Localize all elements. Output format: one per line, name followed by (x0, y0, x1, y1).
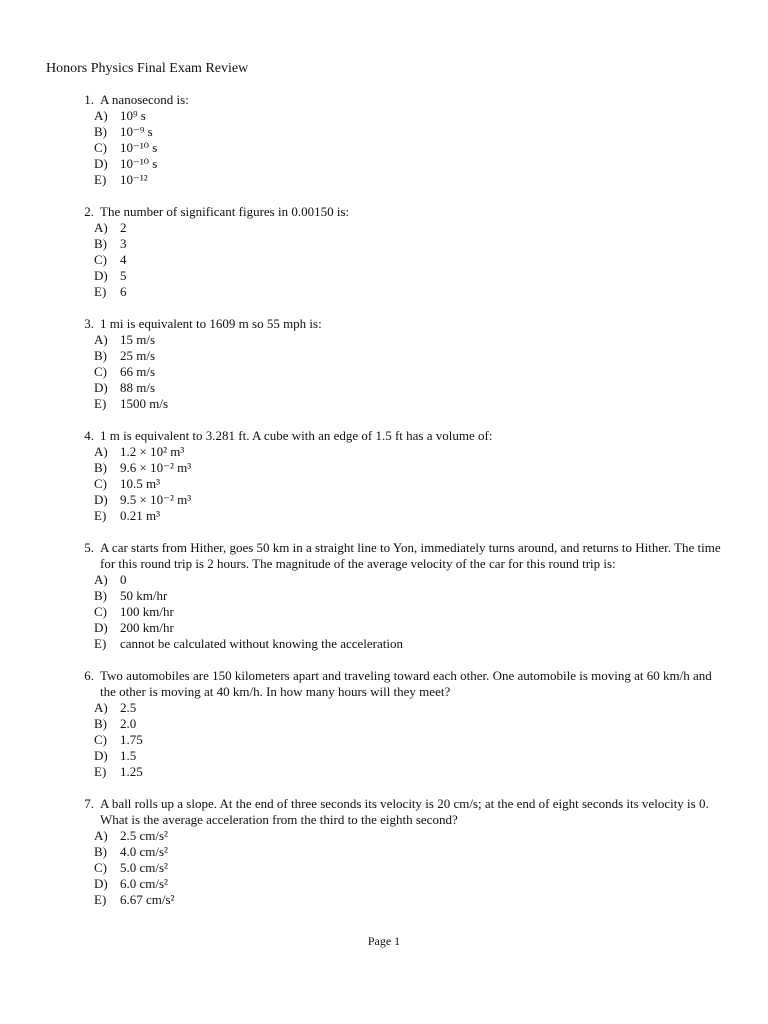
option-letter: B) (94, 348, 107, 363)
option-text: 4 (120, 252, 127, 267)
option-b (94, 124, 726, 140)
option-text: 100 km/hr (120, 604, 174, 619)
option-text: cannot be calculated without knowing the acceleration (120, 636, 403, 651)
option-d (94, 268, 726, 284)
option-letter: A) (94, 700, 108, 715)
option-text: 0 (120, 572, 127, 587)
option-text: 1.75 (120, 732, 143, 747)
option-d (94, 156, 726, 172)
option-letter: E) (94, 508, 107, 523)
question-text: The number of significant figures in 0.00150 is: (100, 204, 350, 219)
option-letter: E) (94, 636, 107, 651)
option-c (94, 604, 726, 620)
option-letter: C) (94, 140, 107, 155)
option-text: 10⁻¹⁰ s (120, 140, 158, 155)
option-letter: B) (94, 236, 107, 251)
option-letter: E) (94, 764, 107, 779)
option-e (94, 892, 726, 908)
option-b (94, 460, 726, 476)
option-d (94, 380, 726, 396)
question-list (46, 92, 726, 924)
question-number: 3. (84, 316, 94, 331)
question-text: A nanosecond is: (100, 92, 189, 107)
question-number: 5. (84, 540, 94, 555)
page-title: Honors Physics Final Exam Review (46, 61, 249, 76)
option-text: 6 (120, 284, 127, 299)
option-text: 15 m/s (120, 332, 156, 347)
option-list (46, 332, 726, 412)
option-text: 2 (120, 220, 127, 235)
question-text: Two automobiles are 150 kilometers apart and traveling toward each other. One automobile is moving at 60 km/h and the other is moving at 40 km/h. In how many hours will they meet? (100, 668, 712, 699)
option-c (94, 140, 726, 156)
option-c (94, 364, 726, 380)
option-text: 1.25 (120, 764, 143, 779)
question-1 (46, 92, 726, 188)
option-e (94, 284, 726, 300)
option-letter: B) (94, 844, 107, 859)
option-text: 50 km/hr (120, 588, 168, 603)
option-list (46, 220, 726, 300)
option-text: 9.5 × 10⁻² m³ (120, 492, 192, 507)
option-letter: D) (94, 492, 108, 507)
option-letter: A) (94, 108, 108, 123)
option-letter: C) (94, 732, 107, 747)
option-b (94, 236, 726, 252)
option-text: 9.6 × 10⁻² m³ (120, 460, 192, 475)
option-text: 25 m/s (120, 348, 156, 363)
option-e (94, 396, 726, 412)
option-text: 1.2 × 10² m³ (120, 444, 185, 459)
option-text: 2.5 (120, 700, 137, 715)
option-e (94, 764, 726, 780)
option-a (94, 572, 726, 588)
option-letter: E) (94, 172, 107, 187)
option-letter: A) (94, 444, 108, 459)
option-e (94, 508, 726, 524)
question-text: 1 mi is equivalent to 1609 m so 55 mph is: (100, 316, 322, 331)
option-letter: D) (94, 620, 108, 635)
option-list (46, 108, 726, 188)
option-text: 10.5 m³ (120, 476, 161, 491)
option-letter: B) (94, 460, 107, 475)
option-c (94, 252, 726, 268)
question-number: 6. (84, 668, 94, 683)
option-list (46, 700, 726, 780)
option-a (94, 332, 726, 348)
option-letter: C) (94, 476, 107, 491)
option-letter: E) (94, 284, 107, 299)
option-letter: B) (94, 716, 107, 731)
option-letter: D) (94, 748, 108, 763)
option-text: 3 (120, 236, 127, 251)
option-e (94, 636, 726, 652)
option-text: 200 km/hr (120, 620, 174, 635)
option-e (94, 172, 726, 188)
option-a (94, 220, 726, 236)
option-letter: E) (94, 892, 107, 907)
option-list (46, 572, 726, 652)
option-letter: D) (94, 268, 108, 283)
option-b (94, 348, 726, 364)
option-d (94, 876, 726, 892)
question-6 (46, 668, 726, 780)
question-4 (46, 428, 726, 524)
question-5 (46, 540, 726, 652)
question-number: 4. (84, 428, 94, 443)
option-letter: A) (94, 828, 108, 843)
question-number: 1. (84, 92, 94, 107)
option-list (46, 828, 726, 908)
option-letter: B) (94, 124, 107, 139)
option-letter: A) (94, 572, 108, 587)
option-text: 1.5 (120, 748, 137, 763)
page-number: Page 1 (367, 934, 401, 948)
option-text: 10⁻¹⁰ s (120, 156, 158, 171)
option-letter: D) (94, 156, 108, 171)
option-text: 2.0 (120, 716, 137, 731)
option-a (94, 828, 726, 844)
option-letter: D) (94, 876, 108, 891)
option-b (94, 588, 726, 604)
option-c (94, 860, 726, 876)
option-letter: C) (94, 364, 107, 379)
option-c (94, 476, 726, 492)
option-text: 66 m/s (120, 364, 156, 379)
option-text: 10⁻⁹ s (120, 124, 153, 139)
option-d (94, 620, 726, 636)
option-b (94, 844, 726, 860)
option-letter: A) (94, 220, 108, 235)
option-a (94, 444, 726, 460)
option-a (94, 108, 726, 124)
option-text: 88 m/s (120, 380, 156, 395)
option-text: 5.0 cm/s² (120, 860, 168, 875)
option-text: 6.67 cm/s² (120, 892, 175, 907)
option-letter: A) (94, 332, 108, 347)
option-d (94, 748, 726, 764)
option-letter: C) (94, 604, 107, 619)
option-letter: B) (94, 588, 107, 603)
option-text: 2.5 cm/s² (120, 828, 168, 843)
question-text: A car starts from Hither, goes 50 km in a straight line to Yon, immediately turns around, and returns to Hither. The time for this round trip is 2 hours. The magnitude of the average velocity of the car for this round trip is: (100, 540, 721, 571)
option-letter: C) (94, 252, 107, 267)
option-a (94, 700, 726, 716)
option-d (94, 492, 726, 508)
option-text: 10⁻¹² (120, 172, 148, 187)
option-letter: D) (94, 380, 108, 395)
option-letter: E) (94, 396, 107, 411)
option-text: 5 (120, 268, 127, 283)
option-text: 1500 m/s (120, 396, 169, 411)
option-text: 4.0 cm/s² (120, 844, 168, 859)
question-number: 2. (84, 204, 94, 219)
option-list (46, 444, 726, 524)
question-text: A ball rolls up a slope. At the end of three seconds its velocity is 20 cm/s; at the end of eight seconds its velocity is 0. What is the average acceleration from the third to the eighth second? (100, 796, 709, 827)
question-7 (46, 796, 726, 908)
option-text: 0.21 m³ (120, 508, 161, 523)
option-letter: C) (94, 860, 107, 875)
option-c (94, 732, 726, 748)
question-text: 1 m is equivalent to 3.281 ft. A cube with an edge of 1.5 ft has a volume of: (100, 428, 493, 443)
option-text: 6.0 cm/s² (120, 876, 168, 891)
option-b (94, 716, 726, 732)
question-2 (46, 204, 726, 300)
option-text: 10⁹ s (120, 108, 146, 123)
question-3 (46, 316, 726, 412)
question-number: 7. (84, 796, 94, 811)
